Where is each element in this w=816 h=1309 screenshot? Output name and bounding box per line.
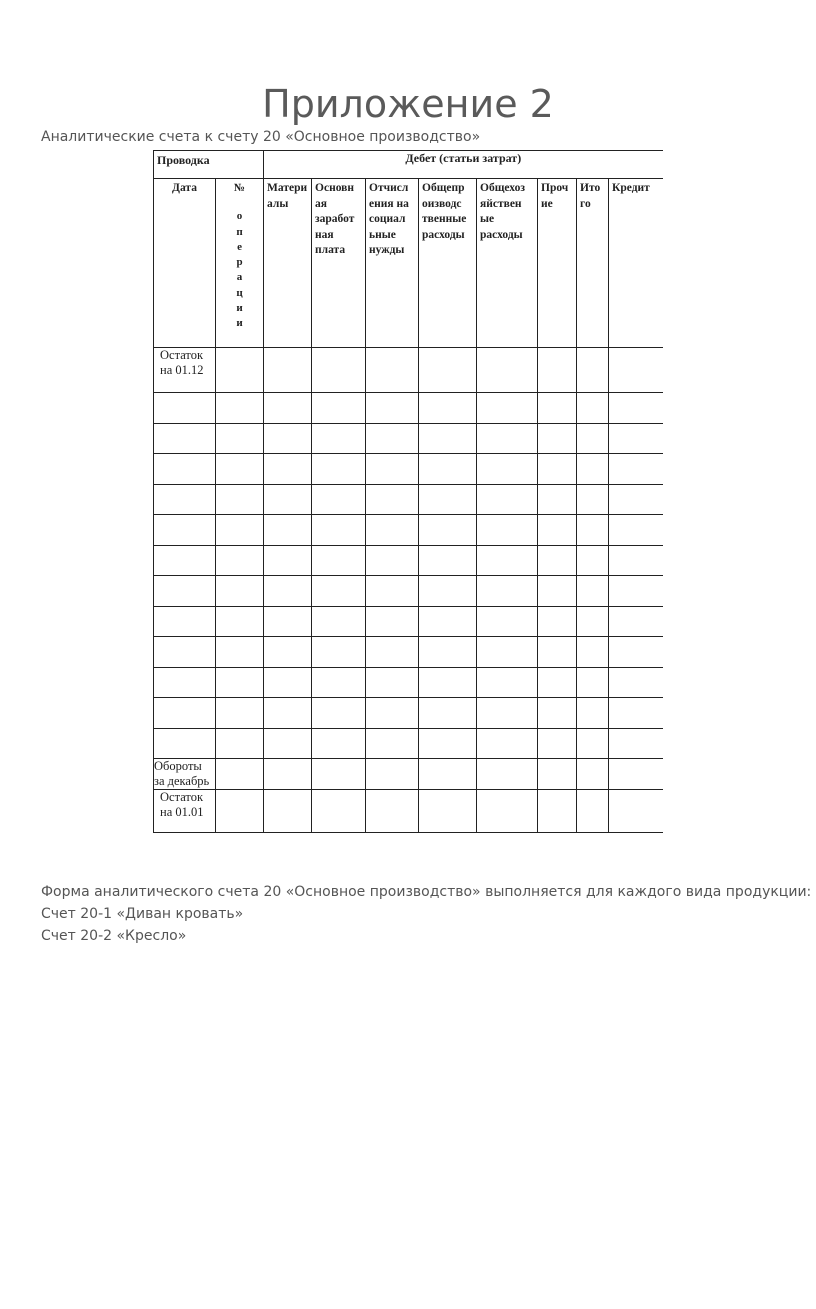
table-row	[154, 393, 663, 424]
cell-line: Общепр	[422, 182, 465, 194]
col-no-symbol: №	[233, 182, 246, 194]
table-row	[154, 515, 663, 546]
table-row	[154, 545, 663, 576]
col-other	[538, 179, 577, 348]
cell-line: социал	[369, 213, 406, 225]
cell-line: Отчисл	[369, 182, 409, 194]
col-no-letter: а	[236, 271, 243, 284]
col-wages	[312, 179, 366, 348]
cell-line: Проч	[541, 182, 569, 194]
col-no-letter: р	[236, 256, 243, 269]
col-credit: Кредит	[609, 179, 663, 348]
page-title: Приложение 2	[262, 82, 554, 126]
cell-line: на 01.01	[160, 805, 204, 819]
cell-line: яйствен	[480, 197, 522, 210]
col-operation-number	[216, 179, 264, 348]
table-row	[154, 576, 663, 607]
row-opening-balance	[154, 348, 663, 393]
analytical-account-form	[153, 150, 662, 840]
table-row	[154, 423, 663, 454]
group-debit: Дебет (статьи затрат)	[264, 151, 663, 179]
subtitle: Аналитические счета к счету 20 «Основное производство»	[41, 129, 481, 145]
col-no-letter: п	[236, 225, 243, 238]
col-general-production	[419, 179, 477, 348]
cell-line: расходы	[422, 228, 465, 241]
row-label-opening	[154, 348, 216, 393]
col-social	[366, 179, 419, 348]
table-row	[154, 698, 663, 729]
table-row	[154, 728, 663, 759]
group-posting: Проводка	[154, 151, 264, 179]
table-row	[154, 637, 663, 668]
cell-line: ения на	[369, 197, 409, 210]
cell-line: ая	[315, 197, 327, 210]
cell-line: го	[580, 197, 591, 210]
cell-line: ие	[541, 197, 553, 210]
table-row	[154, 484, 663, 515]
account-table	[153, 150, 663, 833]
cell-line: ная	[315, 228, 334, 241]
cell-line: оизводс	[422, 197, 462, 210]
cell-line: ьные	[369, 228, 396, 241]
cell-line: нужды	[369, 244, 405, 256]
account-line-2: Счет 20-2 «Кресло»	[41, 928, 187, 944]
table-row	[154, 667, 663, 698]
col-no-letter: е	[237, 240, 242, 253]
account-line-1: Счет 20-1 «Диван кровать»	[41, 906, 244, 922]
row-turnover	[154, 759, 663, 790]
cell-line: расходы	[480, 228, 523, 241]
header-row-columns	[154, 179, 663, 348]
col-no-letter: и	[236, 317, 243, 330]
cell-line: Матери	[267, 182, 308, 194]
row-label-turnover	[154, 759, 216, 790]
col-materials	[264, 179, 312, 348]
table-row	[154, 606, 663, 637]
col-date: Дата	[154, 179, 216, 348]
paragraph-text: Форма аналитического счета 20 «Основное производство» выполняется для каждого вида продукции:	[41, 884, 812, 900]
cell-line: твенные	[422, 213, 467, 225]
table-row	[154, 454, 663, 485]
col-no-letter: и	[236, 302, 243, 315]
cell-line: заработ	[315, 213, 355, 225]
cell-line: алы	[267, 197, 289, 210]
col-total	[577, 179, 609, 348]
cell-line: Остаток	[160, 348, 204, 362]
col-no-letter: ц	[236, 286, 243, 299]
col-general-economic	[477, 179, 538, 348]
row-closing-balance	[154, 790, 663, 833]
cell-line: Обороты	[154, 759, 202, 773]
cell-line: на 01.12	[160, 363, 204, 377]
cell-line: Основн	[315, 182, 354, 194]
cell-line: ые	[480, 213, 495, 225]
cell-line: плата	[315, 244, 346, 256]
cell-line: Общехоз	[480, 182, 525, 194]
cell-line: Ито	[580, 182, 601, 194]
row-label-closing	[154, 790, 216, 833]
col-no-letter: о	[236, 210, 243, 223]
header-row-groups	[154, 151, 663, 179]
cell-line: за декабрь	[154, 774, 210, 788]
cell-line: Остаток	[160, 790, 204, 804]
